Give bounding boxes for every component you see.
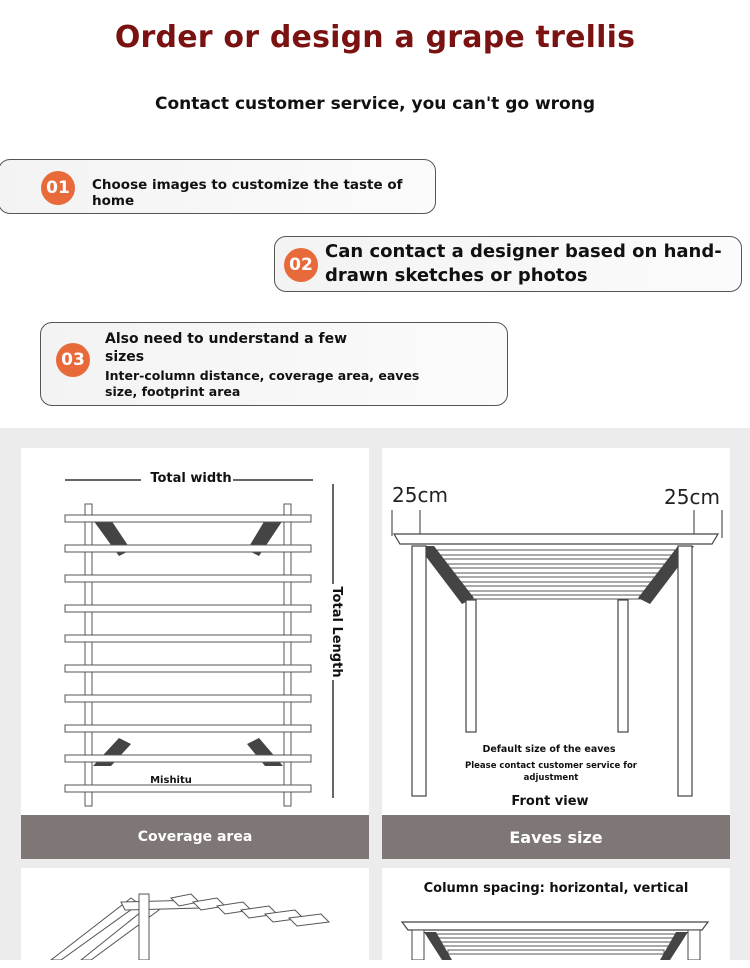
step-badge-03: 03 xyxy=(56,343,90,377)
right-eave-measure: 25cm xyxy=(664,485,720,509)
coverage-area-card xyxy=(21,448,369,859)
step-text-02: Can contact a designer based on hand-drawn sketches or photos xyxy=(325,241,722,286)
eaves-size-card xyxy=(382,448,730,859)
coverage-area-label: Coverage area xyxy=(21,815,369,859)
trellis-top-view-drawing xyxy=(21,448,369,815)
trellis-spacing-drawing xyxy=(382,868,730,960)
step-badge-01: 01 xyxy=(41,171,75,205)
step-card-02 xyxy=(274,236,742,292)
column-spacing-title: Column spacing: horizontal, vertical xyxy=(423,881,689,896)
step-badge-02: 02 xyxy=(284,248,318,282)
watermark-text: Mishitu xyxy=(150,775,192,786)
page-subtitle: Contact customer service, you can't go wrong xyxy=(154,94,596,114)
trellis-perspective-drawing xyxy=(21,868,369,960)
left-eave-measure: 25cm xyxy=(392,483,448,507)
trellis-front-view-drawing xyxy=(382,448,730,815)
eaves-note-body: Please contact customer service for adjustment xyxy=(464,761,637,783)
eaves-note-title: Default size of the eaves xyxy=(482,744,616,755)
page-title: Order or design a grape trellis xyxy=(114,20,636,55)
step-text-03: Also need to understand a few sizes xyxy=(105,331,348,365)
perspective-view-card xyxy=(21,868,369,968)
step-text-01: Choose images to customize the taste of home xyxy=(92,177,403,209)
total-width-label: Total width xyxy=(150,471,232,486)
column-spacing-card xyxy=(382,868,730,968)
step-detail-03: Inter-column distance, coverage area, eaves size, footprint area xyxy=(105,368,420,399)
step-card-03 xyxy=(40,322,508,406)
front-view-label: Front view xyxy=(511,794,589,809)
total-length-label: Total Length xyxy=(329,586,344,678)
eaves-size-label: Eaves size xyxy=(382,815,730,859)
step-card-01 xyxy=(0,159,436,214)
